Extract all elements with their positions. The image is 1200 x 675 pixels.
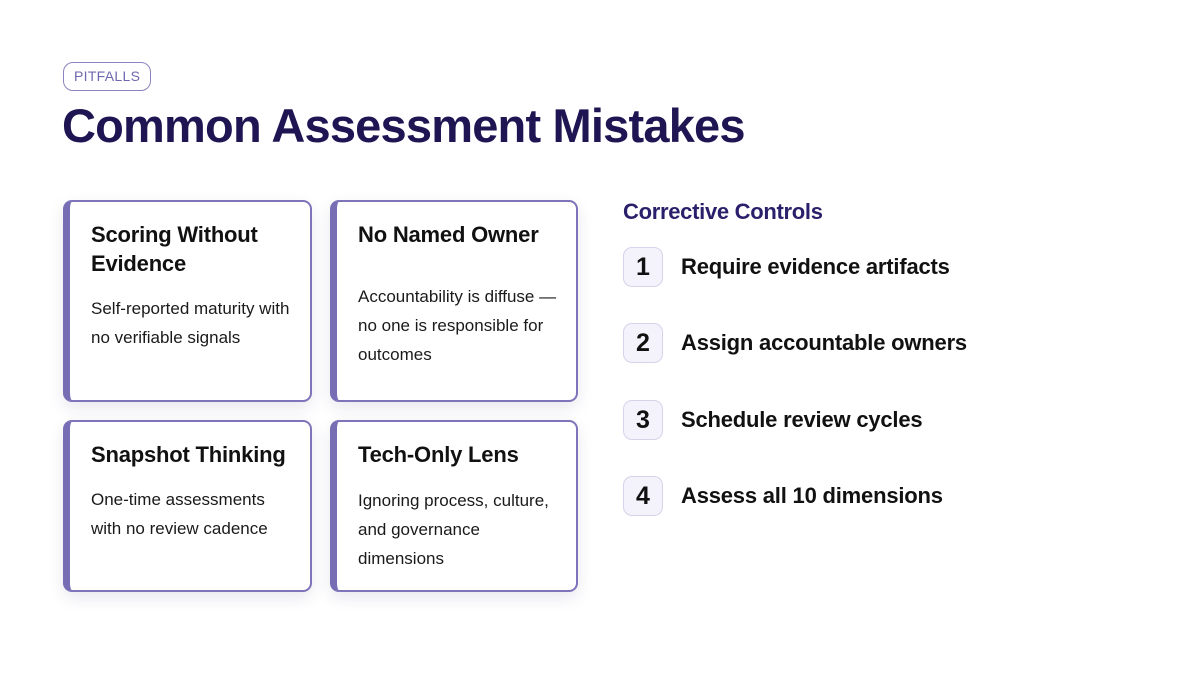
page-title: Common Assessment Mistakes <box>62 99 745 152</box>
mistake-card-tech-only-lens <box>330 420 578 592</box>
control-item <box>623 323 967 363</box>
mistake-card-scoring-without-evidence <box>63 200 312 402</box>
mistake-card-title: No Named Owner <box>358 222 539 247</box>
control-item <box>623 476 943 516</box>
control-label: Assign accountable owners <box>681 330 967 355</box>
control-item <box>623 400 922 440</box>
mistake-card-snapshot-thinking <box>63 420 312 592</box>
section-tag: PITFALLS <box>63 62 151 91</box>
control-label: Schedule review cycles <box>681 407 923 432</box>
control-number-badge: 1 <box>623 247 663 287</box>
mistake-card-description: Self-reported maturity with no verifiable signals <box>91 299 290 347</box>
control-number-badge: 2 <box>623 323 663 363</box>
mistake-card-title: Tech-Only Lens <box>358 442 519 467</box>
mistake-card-description: One-time assessments with no review cadence <box>91 490 268 538</box>
control-label: Require evidence artifacts <box>681 254 950 279</box>
control-item <box>623 247 950 287</box>
mistake-card-no-named-owner <box>330 200 578 402</box>
mistake-card-title: Scoring Without Evidence <box>91 222 258 276</box>
mistake-card-title: Snapshot Thinking <box>91 442 286 467</box>
control-number-badge: 3 <box>623 400 663 440</box>
control-number-badge: 4 <box>623 476 663 516</box>
corrective-controls-heading: Corrective Controls <box>623 199 823 224</box>
mistake-card-description: Ignoring process, culture, and governance dimensions <box>358 491 549 568</box>
mistake-card-description: Accountability is diffuse — no one is responsible for outcomes <box>358 287 557 364</box>
control-label: Assess all 10 dimensions <box>681 483 943 508</box>
